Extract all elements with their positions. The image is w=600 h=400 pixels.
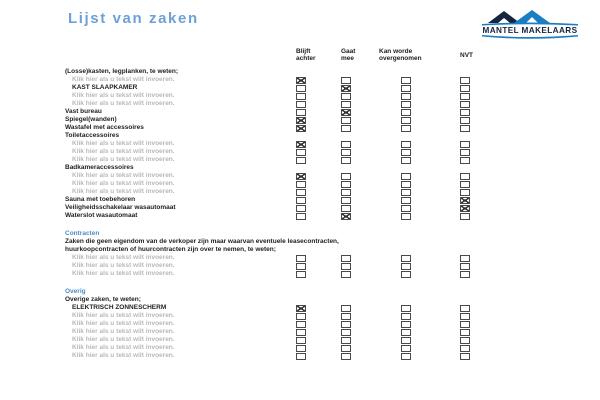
column-header-line1: Gaat	[341, 48, 356, 55]
checkbox-cell-blijft-achter	[296, 84, 341, 92]
checkbox-gaat-mee[interactable]	[341, 181, 351, 188]
checkbox-kan-worde-overgenomen[interactable]	[401, 157, 411, 164]
checkbox-kan-worde-overgenomen[interactable]	[401, 205, 411, 212]
section-heading-label: Overig	[65, 288, 86, 295]
checkbox-nvt[interactable]	[460, 181, 470, 188]
company-logo	[474, 8, 586, 40]
checkbox-gaat-mee[interactable]	[341, 173, 351, 180]
checkbox-cell-blijft-achter	[296, 100, 341, 108]
checkbox-cell-blijft-achter	[296, 336, 341, 344]
checkbox-gaat-mee-checked[interactable]	[341, 85, 351, 92]
checkbox-kan-worde-overgenomen[interactable]	[401, 181, 411, 188]
checkbox-cell-kan-worde-overgenomen	[401, 328, 460, 336]
checkbox-cell-kan-worde-overgenomen	[401, 254, 460, 262]
checkbox-cell-gaat-mee	[341, 124, 401, 132]
checkbox-nvt[interactable]	[460, 353, 470, 360]
placeholder-row	[65, 270, 600, 278]
checkbox-kan-worde-overgenomen[interactable]	[401, 213, 411, 220]
item-row	[65, 304, 600, 312]
item-label: Wastafel met accessoires	[65, 124, 144, 131]
section-heading-label: Contracten	[65, 230, 100, 237]
checkbox-cell-gaat-mee	[341, 172, 401, 180]
checkbox-blijft-achter[interactable]	[296, 271, 306, 278]
checkbox-cell-kan-worde-overgenomen	[401, 270, 460, 278]
checkbox-cell-gaat-mee	[341, 156, 401, 164]
checkbox-kan-worde-overgenomen[interactable]	[401, 85, 411, 92]
checkbox-cell-blijft-achter	[296, 328, 341, 336]
placeholder-row	[65, 188, 600, 196]
checkbox-cell-kan-worde-overgenomen	[401, 312, 460, 320]
checkbox-gaat-mee[interactable]	[341, 329, 351, 336]
checkbox-kan-worde-overgenomen[interactable]	[401, 197, 411, 204]
checkbox-cell-kan-worde-overgenomen	[401, 124, 460, 132]
checkbox-cell-blijft-achter	[296, 204, 341, 212]
checkbox-gaat-mee[interactable]	[341, 117, 351, 124]
group-header-label: Badkameraccessoires	[65, 164, 134, 171]
checkbox-blijft-achter-checked[interactable]	[296, 117, 306, 124]
checkbox-gaat-mee[interactable]	[341, 157, 351, 164]
checkbox-cell-nvt	[460, 262, 485, 270]
checkbox-cell-blijft-achter	[296, 312, 341, 320]
placeholder-text[interactable]: Klik hier als u tekst wilt invoeren.	[72, 312, 175, 319]
checkbox-cell-kan-worde-overgenomen	[401, 140, 460, 148]
checkbox-blijft-achter[interactable]	[296, 213, 306, 220]
checkbox-blijft-achter-checked[interactable]	[296, 141, 306, 148]
checkbox-cell-kan-worde-overgenomen	[401, 84, 460, 92]
item-label: KAST SLAAPKAMER	[72, 84, 138, 91]
checkbox-kan-worde-overgenomen[interactable]	[401, 117, 411, 124]
checkbox-gaat-mee[interactable]	[341, 93, 351, 100]
item-label: Waterslot wasautomaat	[65, 212, 138, 219]
placeholder-text[interactable]: Klik hier als u tekst wilt invoeren.	[72, 352, 175, 359]
placeholder-text[interactable]: Klik hier als u tekst wilt invoeren.	[72, 156, 175, 163]
group-header-row	[65, 164, 600, 172]
item-row	[65, 204, 600, 212]
checkbox-cell-gaat-mee	[341, 148, 401, 156]
checkbox-blijft-achter[interactable]	[296, 109, 306, 116]
checkbox-cell-blijft-achter	[296, 320, 341, 328]
checkbox-blijft-achter[interactable]	[296, 181, 306, 188]
checkbox-nvt[interactable]	[460, 345, 470, 352]
checkbox-gaat-mee[interactable]	[341, 149, 351, 156]
item-label: Veiligheidsschakelaar wasautomaat	[65, 204, 176, 211]
checkbox-cell-gaat-mee	[341, 270, 401, 278]
checkbox-gaat-mee[interactable]	[341, 263, 351, 270]
checkbox-cell-kan-worde-overgenomen	[401, 148, 460, 156]
checkbox-cell-nvt	[460, 320, 485, 328]
checkbox-blijft-achter-checked[interactable]	[296, 173, 306, 180]
checkbox-nvt[interactable]	[460, 85, 470, 92]
checkbox-blijft-achter[interactable]	[296, 197, 306, 204]
checkbox-cell-kan-worde-overgenomen	[401, 320, 460, 328]
section-gap	[0, 278, 600, 288]
checkbox-cell-blijft-achter	[296, 92, 341, 100]
placeholder-row	[65, 92, 600, 100]
section-intro-text	[65, 238, 600, 246]
placeholder-text[interactable]: Klik hier als u tekst wilt invoeren.	[72, 344, 175, 351]
checkbox-kan-worde-overgenomen[interactable]	[401, 101, 411, 108]
checkbox-kan-worde-overgenomen[interactable]	[401, 189, 411, 196]
placeholder-row	[65, 148, 600, 156]
checkbox-cell-blijft-achter	[296, 108, 341, 116]
checkbox-blijft-achter[interactable]	[296, 205, 306, 212]
placeholder-row	[65, 76, 600, 84]
checkbox-blijft-achter[interactable]	[296, 337, 306, 344]
checkbox-blijft-achter-checked[interactable]	[296, 77, 306, 84]
checkbox-gaat-mee[interactable]	[341, 321, 351, 328]
checkbox-cell-nvt	[460, 352, 485, 360]
item-row	[65, 196, 600, 204]
checkbox-cell-gaat-mee	[341, 116, 401, 124]
checkbox-blijft-achter[interactable]	[296, 149, 306, 156]
item-row	[65, 124, 600, 132]
group-header-row	[65, 68, 600, 76]
placeholder-row	[65, 140, 600, 148]
checkbox-blijft-achter[interactable]	[296, 263, 306, 270]
placeholder-text[interactable]: Klik hier als u tekst wilt invoeren.	[72, 336, 175, 343]
placeholder-row	[65, 328, 600, 336]
checkbox-cell-gaat-mee	[341, 196, 401, 204]
checkbox-cell-nvt	[460, 84, 485, 92]
placeholder-text[interactable]: Klik hier als u tekst wilt invoeren.	[72, 172, 175, 179]
checkbox-nvt[interactable]	[460, 77, 470, 84]
checkbox-blijft-achter[interactable]	[296, 157, 306, 164]
checkbox-nvt[interactable]	[460, 271, 470, 278]
checkbox-cell-gaat-mee	[341, 320, 401, 328]
checkbox-cell-gaat-mee	[341, 140, 401, 148]
item-row	[65, 116, 600, 124]
column-header-line1: NVT	[460, 51, 473, 59]
checkbox-cell-kan-worde-overgenomen	[401, 188, 460, 196]
section-heading-overig	[65, 288, 600, 296]
checkbox-nvt[interactable]	[460, 101, 470, 108]
checkbox-blijft-achter[interactable]	[296, 189, 306, 196]
checkbox-kan-worde-overgenomen[interactable]	[401, 321, 411, 328]
checkbox-gaat-mee[interactable]	[341, 189, 351, 196]
checkbox-kan-worde-overgenomen[interactable]	[401, 271, 411, 278]
checkbox-cell-kan-worde-overgenomen	[401, 212, 460, 220]
checkbox-cell-blijft-achter	[296, 124, 341, 132]
checkbox-nvt[interactable]	[460, 157, 470, 164]
checkbox-cell-gaat-mee	[341, 304, 401, 312]
checkbox-blijft-achter-checked[interactable]	[296, 305, 306, 312]
checkbox-cell-kan-worde-overgenomen	[401, 116, 460, 124]
checkbox-gaat-mee[interactable]	[341, 205, 351, 212]
placeholder-row	[65, 320, 600, 328]
checkbox-cell-kan-worde-overgenomen	[401, 108, 460, 116]
group-header-row	[65, 132, 600, 140]
checkbox-kan-worde-overgenomen[interactable]	[401, 77, 411, 84]
item-label: Spiegel(wanden)	[65, 116, 117, 123]
checkbox-cell-kan-worde-overgenomen	[401, 172, 460, 180]
checkbox-cell-nvt	[460, 312, 485, 320]
checkbox-cell-gaat-mee	[341, 180, 401, 188]
checkbox-blijft-achter[interactable]	[296, 329, 306, 336]
checkbox-cell-gaat-mee	[341, 84, 401, 92]
checkbox-cell-kan-worde-overgenomen	[401, 180, 460, 188]
checkbox-kan-worde-overgenomen[interactable]	[401, 313, 411, 320]
placeholder-row	[65, 100, 600, 108]
column-header-nvt	[460, 52, 485, 59]
checkbox-gaat-mee-checked[interactable]	[341, 109, 351, 116]
checkbox-cell-kan-worde-overgenomen	[401, 262, 460, 270]
checkbox-blijft-achter[interactable]	[296, 93, 306, 100]
checkbox-cell-blijft-achter	[296, 188, 341, 196]
placeholder-text[interactable]: Klik hier als u tekst wilt invoeren.	[72, 148, 175, 155]
item-row	[65, 108, 600, 116]
checkbox-cell-nvt	[460, 336, 485, 344]
placeholder-text[interactable]: Klik hier als u tekst wilt invoeren.	[72, 180, 175, 187]
checkbox-nvt[interactable]	[460, 329, 470, 336]
checkbox-blijft-achter[interactable]	[296, 101, 306, 108]
placeholder-text[interactable]: Klik hier als u tekst wilt invoeren.	[72, 140, 175, 147]
checkbox-cell-kan-worde-overgenomen	[401, 92, 460, 100]
checkbox-cell-nvt	[460, 108, 485, 116]
checkbox-cell-kan-worde-overgenomen	[401, 344, 460, 352]
checkbox-nvt[interactable]	[460, 125, 470, 132]
checkbox-kan-worde-overgenomen[interactable]	[401, 353, 411, 360]
item-label: Sauna met toebehoren	[65, 196, 136, 203]
column-header-line2: achter	[296, 55, 316, 62]
checkbox-cell-nvt	[460, 196, 485, 204]
checkbox-blijft-achter[interactable]	[296, 321, 306, 328]
checkbox-cell-blijft-achter	[296, 352, 341, 360]
checkbox-cell-gaat-mee	[341, 254, 401, 262]
checkbox-cell-blijft-achter	[296, 140, 341, 148]
placeholder-text[interactable]: Klik hier als u tekst wilt invoeren.	[72, 270, 175, 277]
placeholder-row	[65, 254, 600, 262]
checkbox-cell-blijft-achter	[296, 76, 341, 84]
placeholder-row	[65, 180, 600, 188]
checkbox-gaat-mee[interactable]	[341, 125, 351, 132]
checkbox-nvt[interactable]	[460, 305, 470, 312]
checkbox-gaat-mee[interactable]	[341, 313, 351, 320]
checkbox-cell-gaat-mee	[341, 328, 401, 336]
checkbox-cell-gaat-mee	[341, 212, 401, 220]
checkbox-cell-kan-worde-overgenomen	[401, 196, 460, 204]
placeholder-row	[65, 156, 600, 164]
column-header-line2: mee	[341, 55, 355, 62]
checkbox-kan-worde-overgenomen[interactable]	[401, 173, 411, 180]
checkbox-kan-worde-overgenomen[interactable]	[401, 305, 411, 312]
column-header-kan-worde-overgenomen	[379, 48, 460, 62]
placeholder-text[interactable]: Klik hier als u tekst wilt invoeren.	[72, 262, 175, 269]
checkbox-nvt[interactable]	[460, 255, 470, 262]
placeholder-text[interactable]: Klik hier als u tekst wilt invoeren.	[72, 188, 175, 195]
column-header-blijft-achter	[296, 48, 341, 62]
group-header-label: Toiletaccessoires	[65, 132, 120, 139]
placeholder-row	[65, 336, 600, 344]
placeholder-text[interactable]: Klik hier als u tekst wilt invoeren.	[72, 320, 175, 327]
placeholder-row	[65, 172, 600, 180]
checkbox-nvt-checked[interactable]	[460, 197, 470, 204]
checkbox-cell-gaat-mee	[341, 100, 401, 108]
checkbox-cell-gaat-mee	[341, 108, 401, 116]
placeholder-text[interactable]: Klik hier als u tekst wilt invoeren.	[72, 254, 175, 261]
checkbox-gaat-mee[interactable]	[341, 271, 351, 278]
placeholder-row	[65, 262, 600, 270]
checkbox-gaat-mee[interactable]	[341, 141, 351, 148]
checkbox-gaat-mee[interactable]	[341, 353, 351, 360]
checkbox-kan-worde-overgenomen[interactable]	[401, 109, 411, 116]
placeholder-text[interactable]: Klik hier als u tekst wilt invoeren.	[72, 92, 175, 99]
checkbox-nvt-checked[interactable]	[460, 205, 470, 212]
checkbox-cell-nvt	[460, 124, 485, 132]
checkbox-cell-kan-worde-overgenomen	[401, 204, 460, 212]
checkbox-cell-blijft-achter	[296, 196, 341, 204]
checkbox-cell-kan-worde-overgenomen	[401, 304, 460, 312]
checkbox-kan-worde-overgenomen[interactable]	[401, 263, 411, 270]
checkbox-nvt[interactable]	[460, 93, 470, 100]
checkbox-cell-kan-worde-overgenomen	[401, 100, 460, 108]
checkbox-cell-blijft-achter	[296, 344, 341, 352]
checkbox-cell-gaat-mee	[341, 336, 401, 344]
column-header-line1: Blijft	[296, 48, 311, 55]
checkbox-cell-nvt	[460, 140, 485, 148]
list-of-items	[0, 68, 600, 360]
checkbox-cell-nvt	[460, 204, 485, 212]
column-header-line1: Kan worde	[379, 48, 413, 55]
checkbox-cell-blijft-achter	[296, 304, 341, 312]
checkbox-blijft-achter[interactable]	[296, 85, 306, 92]
checkbox-cell-nvt	[460, 344, 485, 352]
checkbox-kan-worde-overgenomen[interactable]	[401, 141, 411, 148]
checkbox-nvt[interactable]	[460, 149, 470, 156]
checkbox-nvt[interactable]	[460, 141, 470, 148]
checkbox-nvt[interactable]	[460, 189, 470, 196]
section-intro-text	[65, 246, 600, 254]
checkbox-gaat-mee[interactable]	[341, 305, 351, 312]
checkbox-cell-nvt	[460, 188, 485, 196]
checkbox-cell-gaat-mee	[341, 262, 401, 270]
group-header-label: (Losse)kasten, legplanken, te weten;	[65, 68, 179, 75]
checkbox-blijft-achter[interactable]	[296, 345, 306, 352]
checkbox-cell-blijft-achter	[296, 270, 341, 278]
logo-text: MANTEL MAKELAARS	[482, 26, 578, 35]
checkbox-cell-blijft-achter	[296, 254, 341, 262]
section-gap	[0, 220, 600, 230]
placeholder-text[interactable]: Klik hier als u tekst wilt invoeren.	[72, 76, 175, 83]
intro-text-line: Zaken die geen eigendom van de verkoper zijn maar waarvan eventuele leasecontracten,	[65, 238, 339, 245]
placeholder-row	[65, 344, 600, 352]
checkbox-kan-worde-overgenomen[interactable]	[401, 329, 411, 336]
checkbox-cell-blijft-achter	[296, 156, 341, 164]
checkbox-cell-blijft-achter	[296, 212, 341, 220]
checkbox-blijft-achter[interactable]	[296, 353, 306, 360]
checkbox-cell-blijft-achter	[296, 180, 341, 188]
placeholder-row	[65, 312, 600, 320]
checkbox-nvt[interactable]	[460, 213, 470, 220]
checkbox-kan-worde-overgenomen[interactable]	[401, 255, 411, 262]
checkbox-nvt[interactable]	[460, 263, 470, 270]
checkbox-blijft-achter-checked[interactable]	[296, 125, 306, 132]
checkbox-cell-nvt	[460, 172, 485, 180]
checkbox-nvt[interactable]	[460, 337, 470, 344]
column-headers	[65, 48, 600, 62]
checkbox-nvt[interactable]	[460, 313, 470, 320]
placeholder-row	[65, 352, 600, 360]
checkbox-kan-worde-overgenomen[interactable]	[401, 345, 411, 352]
checkbox-cell-gaat-mee	[341, 188, 401, 196]
checkbox-cell-gaat-mee	[341, 312, 401, 320]
checkbox-cell-nvt	[460, 180, 485, 188]
checkbox-cell-nvt	[460, 76, 485, 84]
checkbox-gaat-mee[interactable]	[341, 101, 351, 108]
checkbox-cell-nvt	[460, 100, 485, 108]
checkbox-kan-worde-overgenomen[interactable]	[401, 337, 411, 344]
checkbox-cell-nvt	[460, 270, 485, 278]
checkbox-gaat-mee[interactable]	[341, 255, 351, 262]
checkbox-blijft-achter[interactable]	[296, 255, 306, 262]
group-header-row	[65, 296, 600, 304]
checkbox-nvt[interactable]	[460, 321, 470, 328]
item-label: ELEKTRISCH ZONNESCHERM	[72, 304, 167, 311]
checkbox-cell-nvt	[460, 148, 485, 156]
checkbox-cell-blijft-achter	[296, 116, 341, 124]
checkbox-blijft-achter[interactable]	[296, 313, 306, 320]
placeholder-text[interactable]: Klik hier als u tekst wilt invoeren.	[72, 328, 175, 335]
checkbox-gaat-mee[interactable]	[341, 197, 351, 204]
item-row	[65, 212, 600, 220]
checkbox-nvt[interactable]	[460, 109, 470, 116]
checkbox-gaat-mee-checked[interactable]	[341, 213, 351, 220]
checkbox-cell-nvt	[460, 92, 485, 100]
checkbox-cell-blijft-achter	[296, 172, 341, 180]
checkbox-cell-gaat-mee	[341, 92, 401, 100]
checkbox-cell-kan-worde-overgenomen	[401, 336, 460, 344]
checkbox-cell-gaat-mee	[341, 344, 401, 352]
intro-text-line: huurkoopcontracten of huurcontracten zijn over te nemen, te weten;	[65, 246, 276, 253]
item-label: Vast bureau	[65, 108, 102, 115]
checkbox-cell-kan-worde-overgenomen	[401, 156, 460, 164]
group-header-label: Overige zaken, te weten;	[65, 296, 141, 303]
checkbox-nvt[interactable]	[460, 173, 470, 180]
checkbox-nvt[interactable]	[460, 117, 470, 124]
checkbox-kan-worde-overgenomen[interactable]	[401, 125, 411, 132]
checkbox-cell-blijft-achter	[296, 262, 341, 270]
item-row	[65, 84, 600, 92]
checkbox-cell-blijft-achter	[296, 148, 341, 156]
checkbox-gaat-mee[interactable]	[341, 77, 351, 84]
column-header-line2: overgenomen	[379, 55, 422, 62]
checkbox-cell-nvt	[460, 212, 485, 220]
checkbox-cell-kan-worde-overgenomen	[401, 76, 460, 84]
logo-mark-icon	[474, 8, 586, 40]
checkbox-cell-nvt	[460, 116, 485, 124]
checkbox-gaat-mee[interactable]	[341, 345, 351, 352]
checkbox-kan-worde-overgenomen[interactable]	[401, 93, 411, 100]
checkbox-cell-gaat-mee	[341, 352, 401, 360]
checkbox-cell-nvt	[460, 254, 485, 262]
section-heading-contracten	[65, 230, 600, 238]
page-title: Lijst van zaken	[68, 10, 199, 27]
checkbox-cell-nvt	[460, 328, 485, 336]
checkbox-kan-worde-overgenomen[interactable]	[401, 149, 411, 156]
checkbox-cell-kan-worde-overgenomen	[401, 352, 460, 360]
checkbox-gaat-mee[interactable]	[341, 337, 351, 344]
page-header	[0, 0, 600, 40]
checkbox-cell-gaat-mee	[341, 204, 401, 212]
checkbox-cell-nvt	[460, 156, 485, 164]
placeholder-text[interactable]: Klik hier als u tekst wilt invoeren.	[72, 100, 175, 107]
checkbox-cell-nvt	[460, 304, 485, 312]
checkbox-cell-gaat-mee	[341, 76, 401, 84]
